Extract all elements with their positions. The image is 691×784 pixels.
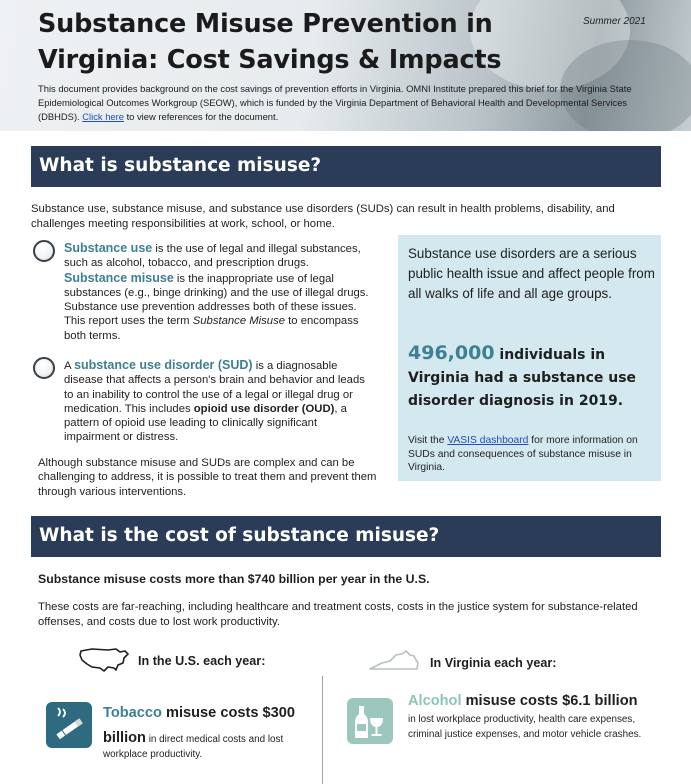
callout-box	[398, 235, 661, 481]
vasis-note	[408, 434, 656, 475]
keyword-alcohol: Alcohol	[408, 693, 462, 709]
def1-text-c: to encompass both terms.	[64, 315, 359, 342]
publication-date: Summer 2021	[583, 16, 646, 27]
definition-substance-use	[64, 241, 372, 343]
def2-text-b: , a pattern of opioid use leading to clinically significant impairment or distress.	[64, 402, 347, 444]
references-link[interactable]: Click here	[82, 111, 124, 122]
section-heading-substance-misuse: What is substance misuse?	[31, 146, 661, 187]
intro-after: to view references for the document.	[123, 111, 279, 122]
tobacco-desc-text: in direct medical costs and lost workplace productivity.	[103, 734, 284, 760]
section-heading-cost: What is the cost of substance misuse?	[31, 516, 661, 557]
keyword-oud: opioid use disorder (OUD)	[193, 402, 335, 415]
sud-statistic	[408, 342, 658, 413]
title-line-1: Substance Misuse Prevention in	[38, 9, 493, 39]
sud-statistic-number: 496,000	[408, 342, 495, 364]
definition-sud	[64, 358, 372, 445]
cost-lead: These costs are far-reaching, including healthcare and treatment costs, costs in the justice system for substance-related offenses, and costs due to lost work productivity.	[38, 601, 638, 628]
virginia-map-icon	[368, 649, 420, 673]
keyword-tobacco: Tobacco	[103, 705, 162, 721]
section1-lead: Substance use, substance misuse, and substance use disorders (SUDs) can result in health problems, disability, and challenges meeting responsibilities at work, school, or home.	[31, 203, 615, 230]
page-title	[38, 6, 558, 78]
wine-bottle-glass-icon	[347, 698, 393, 744]
keyword-substance-misuse: Substance misuse	[64, 270, 174, 285]
vasis-dashboard-link[interactable]: VASIS dashboard	[447, 435, 529, 446]
us-column-heading: In the U.S. each year:	[138, 654, 266, 668]
tobacco-cost-title	[103, 703, 313, 724]
def2-text-a: is a diagnosable disease that affects a person's brain and behavior and leads to an inability to control the use of a legal or illegal drug or medication. This includes	[64, 360, 365, 415]
term-substance-misuse: Substance Misuse	[192, 315, 286, 328]
section1-closing: Although substance misuse and SUDs are complex and can be challenging to address, it is possible to treat them and prevent them through various interventions.	[38, 457, 377, 498]
alcohol-cost-desc: in lost workplace productivity, health care expenses, criminal justice expenses, and motor vehicle crashes.	[408, 714, 642, 740]
keyword-sud: substance use disorder (SUD)	[74, 358, 253, 372]
header-banner	[0, 0, 691, 131]
tobacco-cost-rest: misuse costs $300	[161, 705, 295, 721]
circle-bullet-icon	[33, 240, 55, 262]
callout-text: Substance use disorders are a serious public health issue and affect people from all walks of life and all age groups.	[408, 246, 655, 301]
def2-text-pre: A	[64, 360, 75, 372]
vasis-post: for more information on SUDs and consequences of substance misuse in Virginia.	[408, 435, 638, 473]
intro-text: This document provides background on the cost savings of prevention efforts in Virginia. OMNI Institute prepared this brief for the Virginia State Epidemiological Outcomes Workgroup (SEOW), which is funded by the Virginia Department of Behavioral Health and Developmental Services (DBHDS).	[38, 83, 632, 122]
alcohol-cost-title	[408, 691, 668, 712]
intro-paragraph	[38, 82, 658, 124]
def1-text-a: is the use of legal and illegal substances, such as alcohol, tobacco, and prescription drugs.	[64, 243, 361, 270]
circle-bullet-icon	[33, 357, 55, 379]
cost-subheading: Substance misuse costs more than $740 billion per year in the U.S.	[38, 572, 430, 586]
title-line-2: Virginia: Cost Savings & Impacts	[38, 45, 502, 75]
alcohol-cost-rest: misuse costs $6.1 billion	[461, 693, 638, 709]
tobacco-cost-billion: billion	[103, 730, 146, 746]
sud-statistic-text: individuals in Virginia had a substance use disorder diagnosis in 2019.	[408, 347, 637, 409]
keyword-substance-use: Substance use	[64, 241, 153, 255]
vasis-pre: Visit the	[408, 435, 448, 446]
tobacco-cost-desc	[103, 729, 303, 762]
va-column-heading: In Virginia each year:	[430, 656, 557, 670]
def1-text-b: is the inappropriate use of legal substances (e.g., binge drinking) and the use of illegal drugs. Substance use prevention addresses both of these issues. This report uses the term	[64, 272, 369, 328]
us-map-icon	[78, 646, 130, 674]
cigarette-icon	[46, 702, 92, 748]
column-divider	[322, 676, 323, 784]
